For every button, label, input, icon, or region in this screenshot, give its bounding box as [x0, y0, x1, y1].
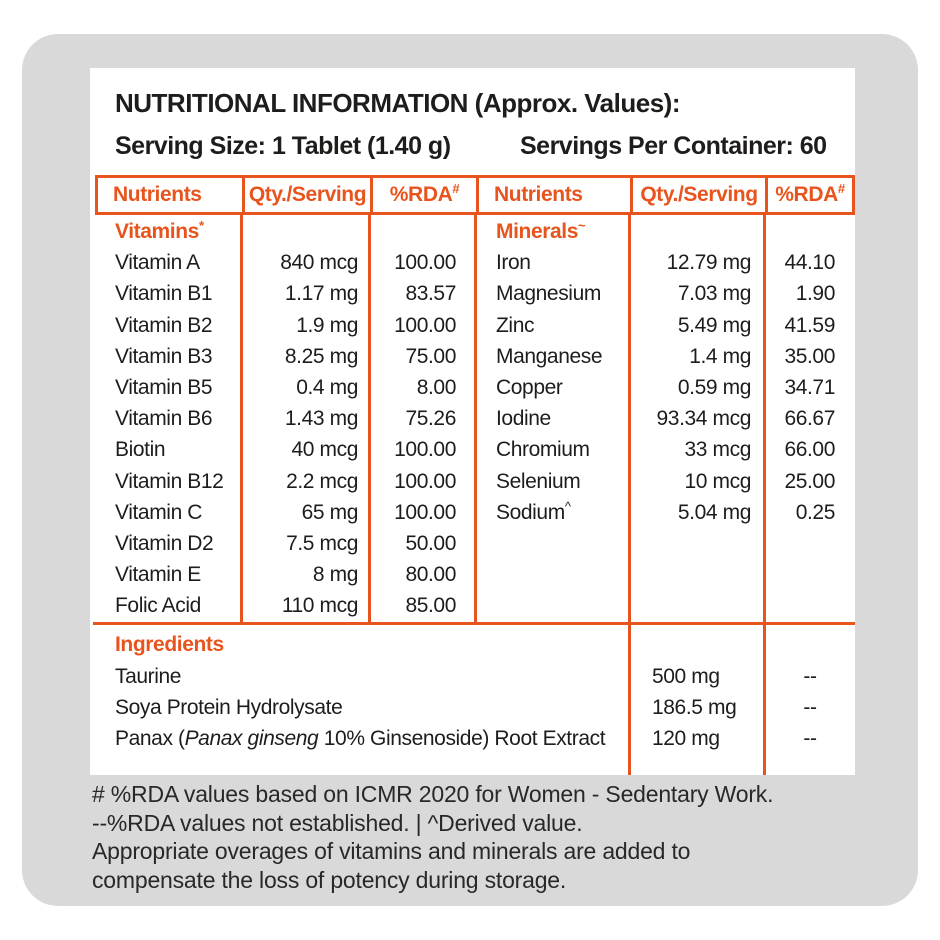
- ingredients-section: [95, 628, 855, 754]
- nutrient-rda: 85.00: [405, 594, 456, 618]
- nutrient-row: [476, 434, 855, 465]
- nutrient-qty: 0.59 mg: [677, 375, 751, 399]
- ingredient-qty: 500 mg: [652, 665, 720, 688]
- nutrient-qty: 7.03 mg: [677, 282, 751, 306]
- nutrient-rda: 25.00: [784, 469, 835, 493]
- nutrient-name: Iodine: [496, 407, 551, 431]
- nutrient-name: Selenium: [496, 469, 581, 493]
- nutrient-rda: 34.71: [784, 375, 835, 399]
- nutrient-qty: 1.9 mg: [296, 313, 358, 337]
- column-header: %RDA#: [370, 178, 476, 212]
- nutrient-row: [476, 341, 855, 372]
- footnotes: [92, 780, 840, 894]
- nutrient-rda: 8.00: [416, 375, 456, 399]
- nutrient-qty: 840 mcg: [280, 251, 358, 275]
- nutrient-row: [476, 372, 855, 403]
- ingredient-rda: --: [803, 727, 817, 750]
- nutrient-qty: 65 mg: [301, 500, 358, 524]
- nutrient-rda: 75.00: [405, 344, 456, 368]
- nutrient-name: Vitamin C: [115, 500, 203, 524]
- nutrient-name: Sodium^: [496, 498, 571, 524]
- section-label: Vitamins*: [115, 218, 204, 243]
- section-header-row: [95, 628, 855, 661]
- footnote-line: --%RDA values not established. | ^Derived value.: [92, 809, 583, 836]
- nutrient-row: [95, 278, 476, 309]
- section-divider: [93, 622, 855, 625]
- column-header: %RDA#: [765, 178, 852, 212]
- nutrient-rda: 44.10: [784, 251, 835, 275]
- nutrient-name: Vitamin B5: [115, 375, 213, 399]
- nutrient-rda: 0.25: [795, 500, 835, 524]
- nutrient-rda: 80.00: [405, 563, 456, 587]
- nutrient-row: [95, 403, 476, 434]
- nutrient-rda: 50.00: [405, 531, 456, 555]
- column-separator: [474, 215, 477, 622]
- minerals-column: [476, 216, 855, 528]
- nutrient-name: Copper: [496, 375, 563, 399]
- nutrient-rda: 35.00: [784, 344, 835, 368]
- nutrient-name: Biotin: [115, 438, 166, 462]
- nutrient-qty: 5.49 mg: [677, 313, 751, 337]
- ingredient-name: Panax (Panax ginseng 10% Ginsenoside) Root Extract: [115, 727, 606, 750]
- section-header-row: [476, 216, 855, 247]
- nutrient-qty: 8.25 mg: [284, 344, 358, 368]
- nutrient-qty: 7.5 mcg: [286, 531, 358, 555]
- nutrient-row: [476, 310, 855, 341]
- footnote-line: Appropriate overages of vitamins and minerals are added to: [92, 838, 691, 864]
- serving-size: Serving Size: 1 Tablet (1.40 g): [115, 132, 451, 160]
- nutrient-name: Chromium: [496, 438, 590, 462]
- nutrient-name: Manganese: [496, 344, 603, 368]
- nutrient-qty: 12.79 mg: [666, 251, 751, 275]
- column-separator: [368, 215, 371, 622]
- nutrient-qty: 1.4 mg: [689, 344, 751, 368]
- nutrient-qty: 110 mcg: [281, 594, 358, 618]
- ingredient-row: [95, 723, 855, 754]
- ingredient-qty: 186.5 mg: [652, 696, 737, 719]
- nutrient-row: [95, 341, 476, 372]
- nutrient-qty: 0.4 mg: [296, 375, 358, 399]
- column-header: Nutrients: [113, 183, 202, 206]
- ingredient-row: [95, 692, 855, 723]
- nutrient-row: [95, 434, 476, 465]
- nutrient-name: Vitamin B1: [115, 282, 213, 306]
- nutrient-row: [95, 372, 476, 403]
- nutrient-qty: 93.34 mcg: [656, 407, 751, 431]
- nutrient-name: Vitamin B2: [115, 313, 213, 337]
- nutrient-row: [95, 559, 476, 590]
- nutrient-rda: 41.59: [784, 313, 835, 337]
- footnote-line: # %RDA values based on ICMR 2020 for Women - Sedentary Work.: [92, 781, 774, 807]
- nutrient-name: Folic Acid: [115, 594, 201, 618]
- nutrient-qty: 1.17 mg: [284, 282, 358, 306]
- nutrient-row: [476, 403, 855, 434]
- ingredient-name: Soya Protein Hydrolysate: [115, 696, 343, 719]
- vitamins-column: [95, 216, 476, 621]
- nutrient-rda: 66.00: [784, 438, 835, 462]
- nutrient-name: Vitamin D2: [115, 531, 214, 555]
- nutrient-rda: 83.57: [405, 282, 456, 306]
- nutrient-name: Vitamin B3: [115, 344, 213, 368]
- section-label: Minerals~: [496, 218, 586, 243]
- nutrient-row: [476, 497, 855, 528]
- ingredient-qty: 120 mg: [652, 727, 720, 750]
- nutrient-name: Vitamin B6: [115, 407, 213, 431]
- nutrient-qty: 5.04 mg: [677, 500, 751, 524]
- nutrient-rda: 75.26: [405, 407, 456, 431]
- nutrient-rda: 66.67: [784, 407, 835, 431]
- ingredient-name: Taurine: [115, 665, 182, 688]
- nutrient-rda: 100.00: [394, 500, 456, 524]
- nutrient-row: [95, 497, 476, 528]
- nutrient-row: [95, 247, 476, 278]
- nutrition-title: NUTRITIONAL INFORMATION (Approx. Values):: [115, 88, 680, 118]
- nutrient-row: [95, 466, 476, 497]
- nutrient-rda: 1.90: [795, 282, 835, 306]
- nutrient-name: Iron: [496, 251, 531, 275]
- nutrient-qty: 40 mcg: [291, 438, 358, 462]
- nutrient-row: [95, 528, 476, 559]
- nutrient-name: Magnesium: [496, 282, 601, 306]
- column-header: Qty./Serving: [630, 178, 765, 212]
- nutrient-name: Vitamin E: [115, 563, 201, 587]
- ingredient-row: [95, 661, 855, 692]
- nutrient-name: Zinc: [496, 313, 535, 337]
- column-header: Qty./Serving: [242, 178, 370, 212]
- nutrient-rda: 100.00: [394, 251, 456, 275]
- footnote-line: compensate the loss of potency during storage.: [92, 866, 567, 893]
- servings-per-container: Servings Per Container: 60: [520, 132, 827, 160]
- nutrition-card: [90, 68, 855, 775]
- nutrient-rda: 100.00: [394, 438, 456, 462]
- nutrient-rda: 100.00: [394, 313, 456, 337]
- nutrient-qty: 8 mg: [312, 563, 358, 587]
- column-header: Nutrients: [476, 178, 630, 212]
- nutrient-qty: 1.43 mg: [284, 407, 358, 431]
- nutrient-row: [476, 247, 855, 278]
- table-header-row: [95, 175, 855, 215]
- nutrient-row: [476, 466, 855, 497]
- nutrient-name: Vitamin B12: [115, 469, 224, 493]
- nutrient-rda: 100.00: [394, 469, 456, 493]
- section-label: Ingredients: [115, 633, 224, 656]
- nutrient-row: [95, 590, 476, 621]
- column-separator: [240, 215, 243, 622]
- ingredient-rda: --: [803, 665, 817, 688]
- nutrient-row: [95, 310, 476, 341]
- nutrient-qty: 33 mcg: [684, 438, 751, 462]
- section-header-row: [95, 216, 476, 247]
- ingredient-rda: --: [803, 696, 817, 719]
- nutrient-qty: 2.2 mcg: [286, 469, 358, 493]
- nutrient-qty: 10 mcg: [684, 469, 751, 493]
- nutrient-name: Vitamin A: [115, 251, 200, 275]
- nutrient-row: [476, 278, 855, 309]
